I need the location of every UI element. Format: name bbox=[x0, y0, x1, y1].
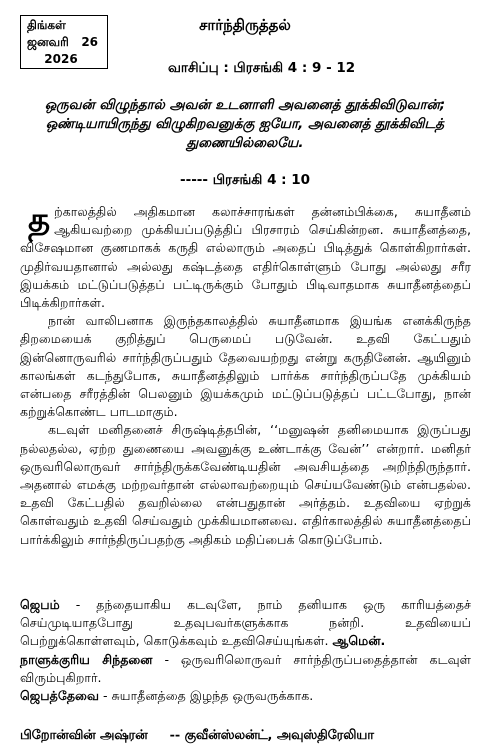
prayer-topic bbox=[20, 687, 471, 705]
prayer-amen: ஆமென். bbox=[332, 633, 386, 649]
date-month: ஜனவரி bbox=[27, 35, 69, 49]
prayer-section bbox=[20, 596, 471, 705]
body-paragraph-2: நான் வாலிபனாக இருந்தகாலத்தில் சுயாதீனமாக இயங்க எனக்கிருந்த திறமையைக் குறித்துப் பெருமைப் படுவேன். உதவி கேட்பதும் இன்னொருவரில் சார்ந்திருப்பதும் தேவையற்றது என்று கருதினேன். ஆயினும் காலங்கள் கடந்துபோக, சுயாதீனத்திலும் பார்க்க சார்ந்திருப்பதே முக்கியம் என்பதை சரீரத்தின் பெலனும் இயக்கமும் மட்டுப்படுத்தப் பட்டபோது, நான் கற்றுக்கொண்ட பாடமாகும். bbox=[20, 313, 471, 420]
author-location: -- குவீன்ஸ்லன்ட், அவுஸ்திரேலியா bbox=[169, 728, 374, 743]
verse-reference: ----- பிரசங்கி 4 : 10 bbox=[180, 172, 311, 188]
date-box bbox=[20, 15, 108, 69]
date-month-day bbox=[27, 34, 101, 51]
author-line bbox=[20, 728, 471, 744]
key-verse: ஒருவன் விழுந்தால் அவன் உடனாளி அவனைத் தூக்கிவிடுவான்; ஒண்டியாயிருந்து விழுகிறவனுக்கு ஐயோ, அவனைத் தூக்கிவிடத் துணையில்லையே. bbox=[44, 97, 446, 151]
prayer bbox=[20, 596, 471, 651]
drop-cap: த bbox=[28, 200, 51, 240]
author-name: பிறோன்வின் அஷ்ரன் bbox=[20, 728, 148, 743]
date-year: 2026 bbox=[44, 52, 78, 66]
daily-thought-label: நாளுக்குரிய சிந்தனை bbox=[20, 651, 153, 667]
prayer-topic-label: ஜெபத்தேவை bbox=[20, 688, 99, 704]
reading-reference: வாசிப்பு : பிரசங்கி 4 : 9 - 12 bbox=[168, 60, 356, 76]
daily-thought bbox=[20, 651, 471, 687]
prayer-label: ஜெபம் bbox=[20, 597, 60, 612]
prayer-text: - தந்தையாகிய கடவுளே, நாம் தனியாக ஒரு காரியத்தைச் செய்முடியாதபோது உதவுபவர்களுக்காக நன்றி. உதவியைப் பெற்றுக்கொள்ளவும், கொடுக்கவும் உதவிசெய்யுங்கள். bbox=[20, 597, 471, 649]
page-title: சார்ந்திருத்தல் bbox=[199, 16, 291, 34]
daily-thought-text: - ஒருவரிலொருவர் சார்ந்திருப்பதைத்தான் கடவுள் விரும்புகிறார். bbox=[20, 651, 472, 685]
devotional-body bbox=[20, 200, 471, 549]
date-day: 26 bbox=[81, 35, 99, 49]
date-day-name: திங்கள் bbox=[27, 18, 66, 32]
body-paragraph-1: தற்காலத்தில் அதிகமான கலாச்சாரங்கள் தன்னம்பிக்கை, சுயாதீனம் ஆகியவற்றை முக்கியப்படுத்திப் பிரசாரம் செய்கின்றன. சுயாதீனத்தை, விசேஷமான குணமாகக் கருதி எல்லாரும் அதைப் பிடித்துக் கொள்கிறார்கள். முதிர்வயதானால் அல்லது கஷ்டத்தை எதிர்கொள்ளும் போது அல்லது சரீர இயக்கம் மட்டுப்படுத்தப் பட்டிருக்கும் போதும் பிடிவாதமாக சுயாதீனத்தைப் பிடிக்கிறார்கள். bbox=[20, 200, 471, 311]
prayer-topic-text: - சுயாதீனத்தை இழந்த ஒருவருக்காக. bbox=[99, 688, 314, 704]
body-paragraph-3: கடவுள் மனிதனைச் சிருஷ்டித்தபின், ‘‘மனுஷன் தனிமையாக இருப்பது நல்லதல்ல, ஏற்ற துணையை அவனுக்கு உண்டாக்கு வேன்’’ என்றார். மனிதர் ஒருவரிலொருவர் சார்ந்திருக்கவேண்டியதின் அவசியத்தை அறிந்திருந்தார். அதனால் எமக்கு மற்றவர்தான் எல்லாவற்றையும் செய்யவேண்டும் என்பதல்ல. உதவி கேட்பதில் தவறில்லை என்பதுதான் அர்த்தம். உதவியை ஏற்றுக் கொள்வதும் உதவி செய்வதும் முக்கியமானவை. எதிர்காலத்தில் சுயாதீனத்தைப் பார்க்கிலும் சார்ந்திருப்பதற்கு அதிகம் மதிப்பைக் கொடுப்போம். bbox=[20, 422, 471, 547]
